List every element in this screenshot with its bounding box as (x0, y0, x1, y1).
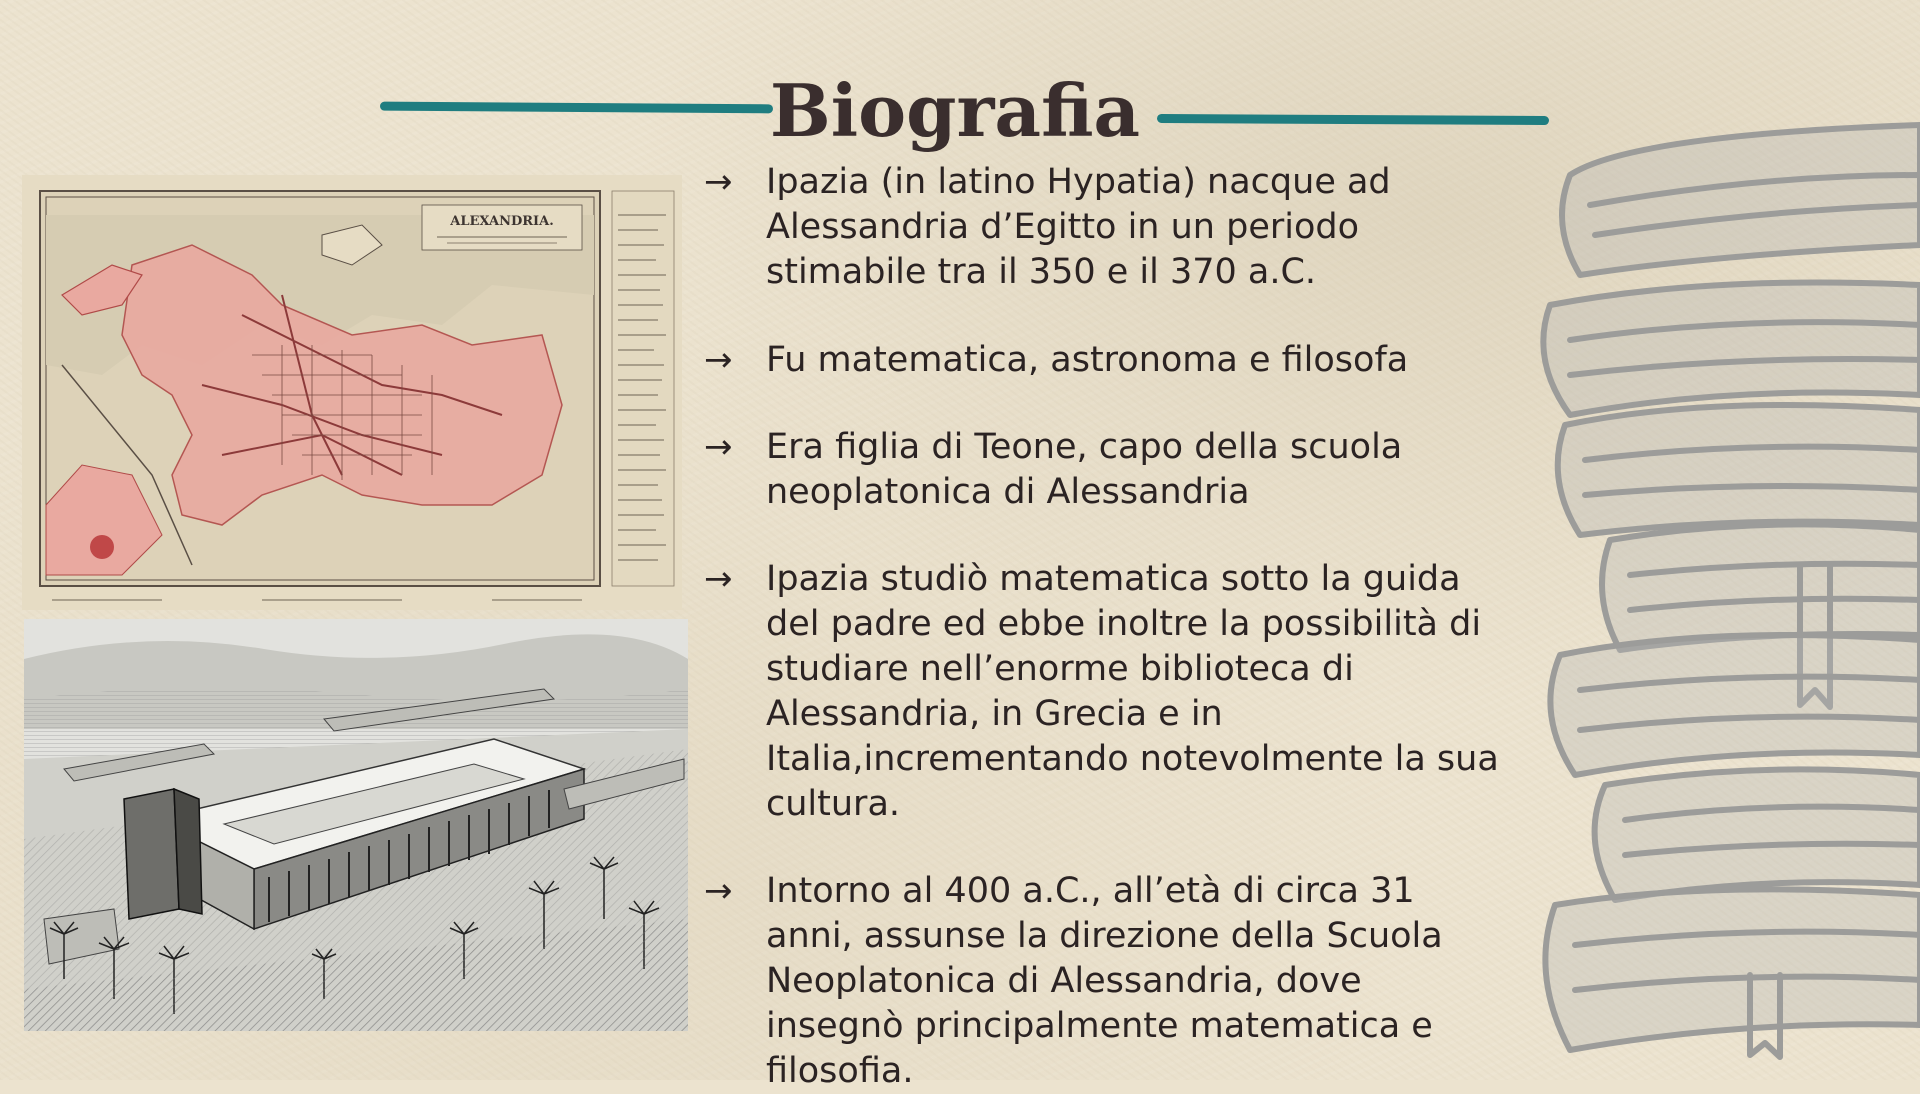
map-illustration (22, 175, 682, 610)
bullet-text: Ipazia (in latino Hypatia) nacque ad Alessandria d’Egitto in un periodo stimabile tra il 350 e il 370 a.C. (766, 162, 1391, 292)
bullet-text: Ipazia studiò matematica sotto la guida del padre ed ebbe inoltre la possibilità di studiare nell’enorme biblioteca di Alessandria, in Grecia e in Italia,incrementando notevolmente la sua cultura. (766, 559, 1499, 824)
right-arrow-icon: → (704, 427, 733, 467)
bullet-text: Fu matematica, astronoma e filosofa (766, 340, 1409, 380)
map-label: ALEXANDRIA. (450, 214, 554, 229)
right-arrow-icon: → (704, 340, 733, 380)
bullet-item (700, 869, 1500, 1094)
bullet-item (700, 425, 1500, 515)
right-arrow-icon: → (704, 871, 733, 911)
alexandria-map-image (22, 175, 682, 610)
engraving-illustration (24, 619, 688, 1031)
bullet-item (700, 557, 1500, 827)
bullet-text: Intorno al 400 a.C., all’età di circa 31 anni, assunse la direzione della Scuola Neoplatonica di Alessandria, dove insegnò principalmente matematica e filosofia. (766, 871, 1443, 1091)
right-arrow-icon: → (704, 559, 733, 599)
bullet-item (700, 160, 1500, 295)
page-title: Biografia (769, 68, 1141, 153)
stack-of-books-illustration (1510, 95, 1920, 1080)
biography-bullet-list (700, 160, 1500, 1094)
ancient-library-engraving-image (24, 619, 688, 1031)
bullet-text: Era figlia di Teone, capo della scuola neoplatonica di Alessandria (766, 427, 1403, 512)
right-arrow-icon: → (704, 162, 733, 202)
bullet-item (700, 338, 1500, 383)
